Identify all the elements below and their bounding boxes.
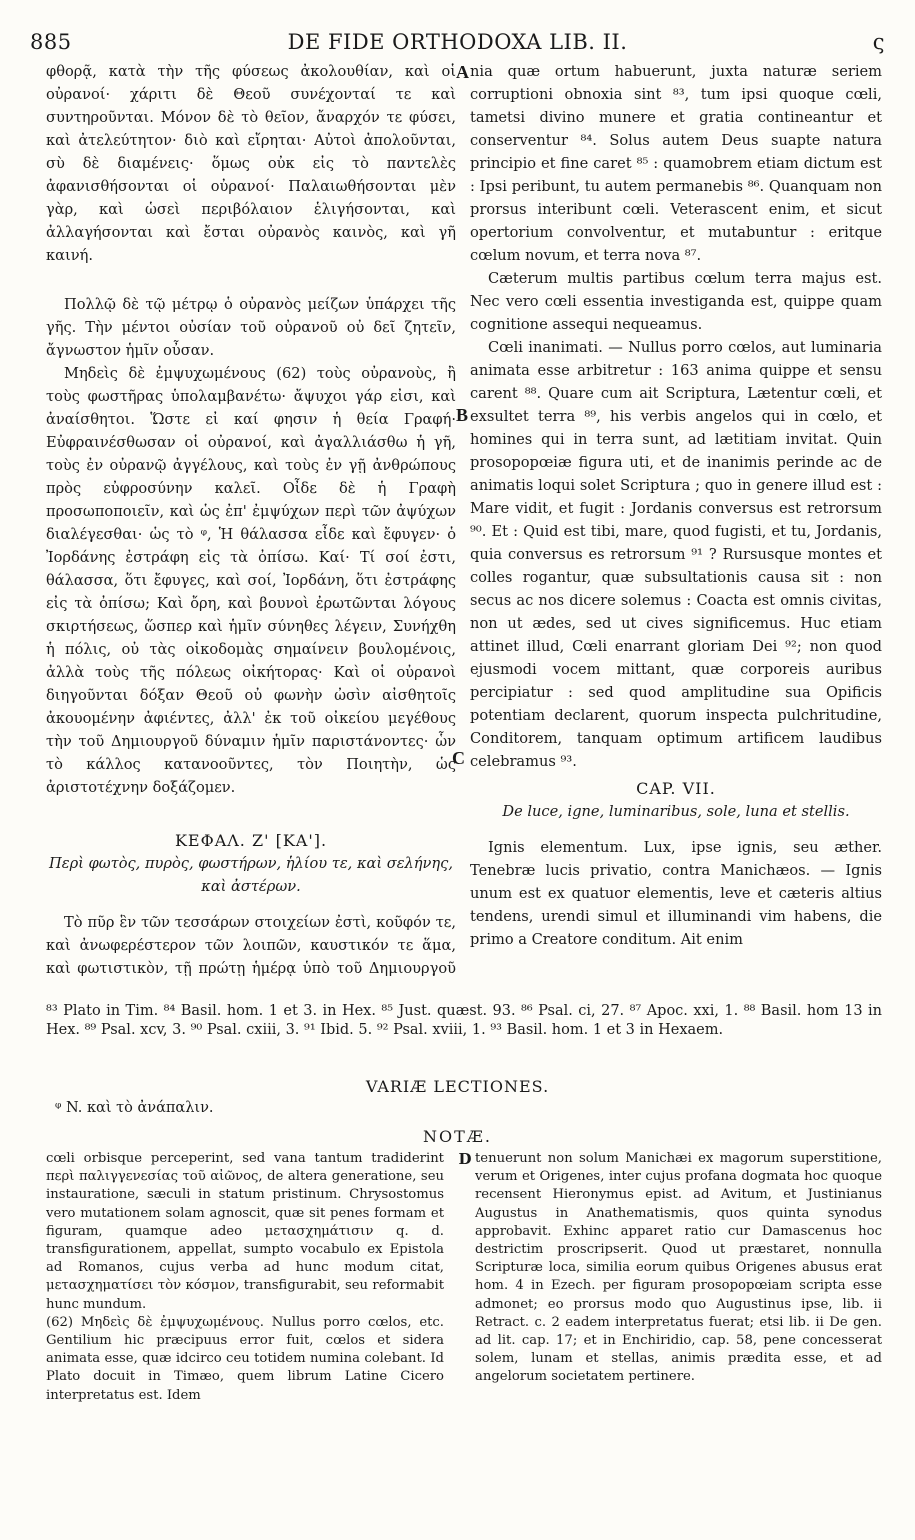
page-number: 885	[30, 30, 72, 54]
greek-column	[46, 60, 456, 980]
margin-marker-a: A	[456, 62, 469, 82]
running-title: DE FIDE ORTHODOXA LIB. II.	[287, 30, 628, 54]
notae-right-paragraph-1: tenuerunt non solum Manichæi ex magorum superstitione, verum et Origenes, inter cujus profana dogmata hoc quoque recensent Hieronymus epist. ad Avitum, et Justinianus Augustus in Anathematismis, quos quinta synodus approbavit. Exhinc apparet ratio cur Damascenus hoc destrictim proscripserit. Quod ut præstaret, nonnulla Scripturæ loca, similia eorum quibus Origenes abusus erat hom. 4 in Ezech. per figuram prosopopœiam scripta esse admonet; eo prorsus modo quo Augustinus ipse, lib. ii Retract. c. 2 eadem interpretatus fuerat; etsi lib. ii De gen. ad lit. cap. 17; et in Enchiridio, cap. 58, pene concesserat solem, lunam et stellas, animis prædita esse, et ad angelorum societatem pertinere.	[475, 1151, 882, 1385]
latin-paragraph-1: nia quæ ortum habuerunt, juxta naturæ seriem corruptioni obnoxia sint ⁸³, tum ipsi quoque cœli, tametsi divino munere et gratia contineantur et conserventur ⁸⁴. Solus autem Deus suapte natura principio et fine caret ⁸⁵ : quamobrem etiam dictum est : Ipsi peribunt, tu autem permanebis ⁸⁶. Quanquam non prorsus interibunt cœli. Veterascent enim, et sicut opertorium convolventur, et mutabuntur : eritque cœlum novum, et terra nova ⁸⁷.	[470, 63, 882, 264]
greek-chapter-title: Περὶ φωτὸς, πυρὸς, φωστήρων, ἡλίου τε, καὶ σελήνης, καὶ ἀστέρων.	[49, 855, 453, 895]
greek-paragraph-1: φθορᾷ, κατὰ τὴν τῆς φύσεως ἀκολουθίαν, καὶ οἱ οὐρανοί· χάριτι δὲ Θεοῦ συνέχονταί τε καὶ συντηροῦνται. Μόνον δὲ τὸ θεῖον, ἄναρχόν τε φύσει, καὶ ἀτελεύτητον· διὸ καὶ εἴρηται· Αὐτοὶ ἀπολοῦνται, σὺ δὲ διαμένεις· ὅμως οὐκ εἰς τὸ παντελὲς ἀφανισθήσονται οἱ οὐρανοί· Παλαιωθήσονται μὲν γὰρ, καὶ ὡσεὶ περιβόλαιον ἑλιγήσονται, καὶ ἀλλαγήσονται καὶ ἔσται οὐρανὸς καινὸς, καὶ γῆ καινή.	[46, 63, 456, 264]
notae-left-paragraph-1: cœli orbisque perceperint, sed vana tantum tradiderint περὶ παλιγγενεσίας τοῦ αἰῶνος, de altera generatione, seu instauratione, sæculi in statum pristinum. Chrysostomus vero mutationem solam agnoscit, quæ sit penes formam et figuram, quamque adeo μετασχημάτισιν q. d. transfigurationem, appellat, sumpto vocabulo ex Epistola ad Romanos, cujus verba ad hunc modum citat, μετασχηματίσει τὸν κόσμον, transfigurabit, seu reformabit hunc mundum.	[46, 1151, 444, 1312]
varia-lectiones-heading: VARIÆ LECTIONES.	[365, 1077, 550, 1096]
latin-paragraph-2: Cæterum multis partibus cœlum terra majus est. Nec vero cœli essentia investiganda est, quippe quam cognitione assequi nequeamus.	[470, 270, 882, 333]
page-mark: ς	[872, 30, 885, 54]
margin-marker-b: B	[456, 405, 469, 425]
latin-chapter-heading: CAP. VII.	[636, 779, 716, 798]
margin-marker-c: C	[452, 748, 465, 768]
notae-left-column	[46, 1150, 444, 1535]
notae-heading: NOTÆ.	[423, 1127, 492, 1146]
notae-left-paragraph-2: (62) Μηδεὶς δὲ ἐμψυχωμένους. Nullus porro cœlos, etc. Gentilium hic præcipuus error fuit, cœlos et sidera animata esse, quæ idcirco ceu totidem numina colebant. Id Plato docuit in Timæo, quem librum Latine Cicero interpretatus est. Idem	[46, 1314, 444, 1403]
greek-chapter-heading: ΚΕΦΑΛ. Ζ' [ΚΑ'].	[174, 831, 328, 850]
latin-paragraph-3: Cœli inanimati. — Nullus porro cœlos, aut luminaria animata esse arbitretur : 163 anima quippe et sensu carent ⁸⁸. Quare cum ait Scriptura, Lætentur cœli, et exsultet terra ⁸⁹, his verbis angelos qui in cœlo, et homines qui in terra sunt, ad lætitiam invitat. Quin prosopopœiæ figura uti, et de inanimis perinde ac de animatis loqui solet Scriptura ; quo in genere illud est : Mare vidit, et fugit : Jordanis conversus est retrorsum ⁹⁰. Et : Quid est tibi, mare, quod fugisti, et tu, Jordanis, quia conversus es retrorsum ⁹¹ ? Rursusque montes et colles rogantur, quæ subsultationis causa sit : non secus ac nos dicere solemus : Coacta est omnis civitas, non ut ædes, sed ut cives significemus. Huc etiam attinet illud, Cœli enarrant gloriam Dei ⁹²; non quod ejusmodi vocem mittant, quæ corporeis auribus percipiatur : sed quod amplitudine sua Opificis potentiam declarent, quorum inspecta pulchritudine, Conditorem, tanquam optimum artificem laudibus celebramus ⁹³.	[470, 339, 882, 770]
greek-paragraph-2: Πολλῷ δὲ τῷ μέτρῳ ὁ οὐρανὸς μείζων ὑπάρχει τῆς γῆς. Τὴν μέντοι οὐσίαν τοῦ οὐρανοῦ οὐ δεῖ ζητεῖν, ἄγνωστον ἡμῖν οὖσαν.	[46, 296, 456, 359]
latin-chapter-title: De luce, igne, luminaribus, sole, luna et stellis.	[502, 803, 850, 820]
page-header	[30, 30, 885, 58]
greek-paragraph-3: Μηδεὶς δὲ ἐμψυχωμένους (62) τοὺς οὐρανοὺς, ἢ τοὺς φωστῆρας ὑπολαμβανέτω· ἄψυχοι γάρ εἰσι, καὶ ἀναίσθητοι. Ὥστε εἰ καί φησιν ἡ θεία Γραφή· Εὐφραινέσθωσαν οἱ οὐρανοί, καὶ ἀγαλλιάσθω ἡ γῆ, τοὺς ἐν οὐρανῷ ἀγγέλους, καὶ τοὺς ἐν γῇ ἀνθρώπους πρὸς εὐφροσύνην καλεῖ. Οἶδε δὲ ἡ Γραφὴ προσωποποιεῖν, καὶ ὡς ἐπ' ἐμψύχων περὶ τῶν ἀψύχων διαλέγεσθαι· ὡς τὸ ᵠ, Ἡ θάλασσα εἶδε καὶ ἔφυγεν· ὁ Ἰορδάνης ἐστράφη εἰς τὰ ὀπίσω. Καί· Τί σοί ἐστι, θάλασσα, ὅτι ἔφυγες, καὶ σοί, Ἰορδάνη, ὅτι ἐστράφης εἰς τὰ ὀπίσω; Καὶ ὄρη, καὶ βουνοὶ ἐρωτῶνται λόγους σκιρτήσεως, ὥσπερ καὶ ἡμῖν σύνηθες λέγειν, Συνήχθη ἡ πόλις, οὐ τὰς οἰκοδομὰς σημαίνειν βουλομένοις, ἀλλὰ τοὺς τῆς πόλεως οἰκήτορας· Καὶ οἱ οὐρανοὶ διηγοῦνται δόξαν Θεοῦ οὐ φωνὴν ὠσὶν αἰσθητοῖς ἀκουομένην ἀφιέντες, ἀλλ' ἐκ τοῦ οἰκείου μεγέθους τὴν τοῦ Δημιουργοῦ δύναμιν ἡμῖν παριστάνοντες· ὧν τὸ κάλλος κατανοοῦντες, τὸν Ποιητὴν, ὡς ἀριστοτέχνην δοξάζομεν.	[46, 365, 456, 796]
margin-marker-d: D	[458, 1150, 472, 1168]
latin-paragraph-4: Ignis elementum. Lux, ipse ignis, seu æther. Tenebræ lucis privatio, contra Manichæos. — Ignis unum est ex quatuor elementis, leve et cæteris altius tendens, urendi simul et illuminandi vim habens, die primo a Creatore conditum. Ait enim	[470, 839, 882, 948]
notae-right-column	[475, 1150, 882, 1535]
latin-column	[470, 60, 882, 980]
footnotes: ⁸³ Plato in Tim. ⁸⁴ Basil. hom. 1 et 3. in Hex. ⁸⁵ Just. quæst. 93. ⁸⁶ Psal. ci, 27. ⁸⁷ Apoc. xxi, 1. ⁸⁸ Basil. hom 13 in Hex. ⁸⁹ Psal. xcv, 3. ⁹⁰ Psal. cxiii, 3. ⁹¹ Ibid. 5. ⁹² Psal. xviii, 1. ⁹³ Basil. hom. 1 et 3 in Hexaem.	[46, 1003, 882, 1038]
varia-lectiones-text: ᵠ N. καὶ τὸ ἀνάπαλιν.	[55, 1100, 214, 1116]
greek-paragraph-4: Τὸ πῦρ ἓν τῶν τεσσάρων στοιχείων ἐστὶ, κοῦφόν τε, καὶ ἀνωφερέστερον τῶν λοιπῶν, καυστικόν τε ἅμα, καὶ φωτιστικὸν, τῇ πρώτῃ ἡμέρᾳ ὑπὸ τοῦ Δημιουργοῦ	[46, 914, 456, 977]
